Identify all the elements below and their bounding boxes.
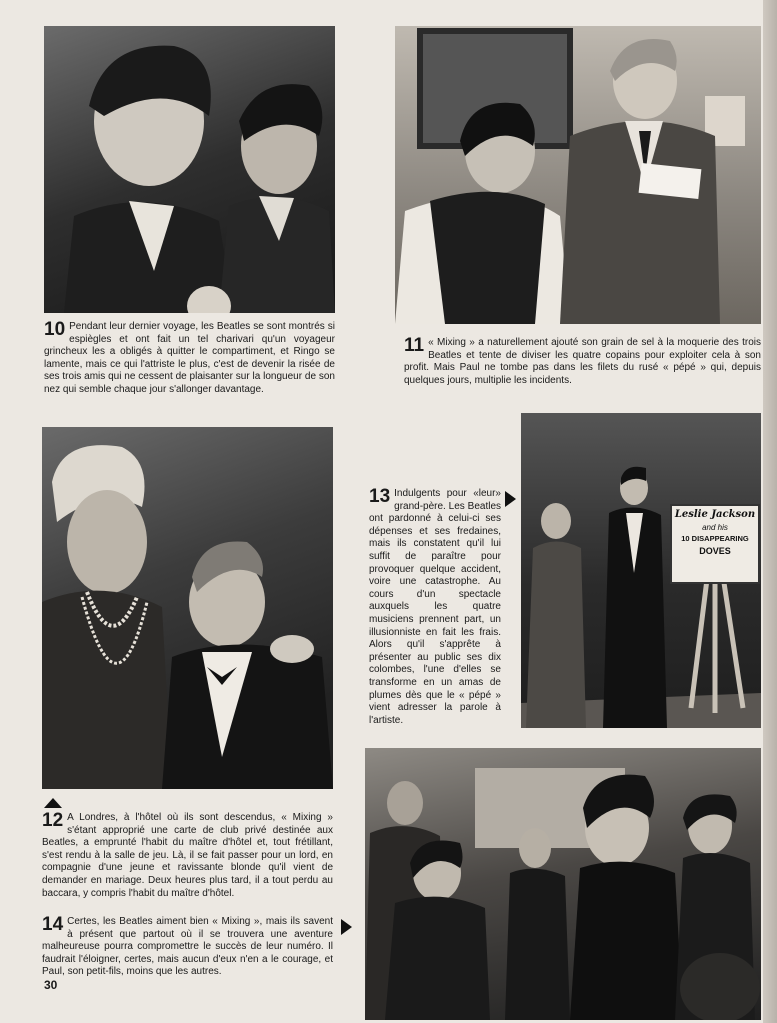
arrow-up-12-icon bbox=[44, 798, 62, 808]
caption-13-text: Indulgents pour «leur» grand-père. Les Beatles ont pardonné à celui-ci ses dépenses et ses fredaines, mais ils constatent qu'il lui suffit de paraître pour provoquer quelque accident, voire une catastrophe. Au cours d'un spectacle auxquels les quatre musiciens prennent part, un illusionniste en fait les frais. Alors qu'il s'apprête à présenter au public ses dix colombes, l'une d'elles se transforme en un amas de plumes dès que le « pépé » vient adresser la parole à l'artiste. bbox=[369, 488, 501, 726]
magician-sign bbox=[673, 508, 757, 557]
caption-11-text: « Mixing » a naturellement ajouté son grain de sel à la moquerie des trois Beatles et tente de diviser les quatre copains pour exploiter cela à son profit. Mais Paul ne tombe pas dans les filets du rusé « pépé » qui, depuis quelques jours, multiplie les incidents. bbox=[404, 337, 761, 386]
photo-14-beatles-group bbox=[365, 748, 761, 1020]
page-edge bbox=[763, 0, 777, 1023]
caption-13-number: 13 bbox=[369, 486, 391, 507]
caption-14-number: 14 bbox=[42, 914, 64, 935]
caption-10 bbox=[44, 321, 335, 397]
caption-10-number: 10 bbox=[44, 319, 66, 340]
sign-line-2: and his bbox=[702, 523, 728, 532]
caption-14-text: Certes, les Beatles aiment bien « Mixing », mais ils savent à présent que partout où il se trouvera une aventure malheureuse pourra compromettre le succès de leur numéro. Il faudrait l'éloigner, certes, mais aucun d'eux n'en a le courage, et Paul, son petit-fils, moins que les autres. bbox=[42, 916, 333, 978]
caption-12 bbox=[42, 812, 333, 900]
arrow-right-13-icon bbox=[505, 491, 516, 507]
caption-10-text: Pendant leur dernier voyage, les Beatles se sont montrés si espiègles et ont fait un tel charivari qu'un voyageur grincheux les a obligés à quitter le compartiment, et Ringo se lamente, mais ce qui l'attriste le plus, c'est de devenir la risée de ses trois amis qui ne cessent de plaisanter sur la longueur de son nez qui semble chaque jour s'allonger davantage. bbox=[44, 321, 335, 395]
photo-11-paul-mixing bbox=[395, 26, 761, 324]
page-number: 30 bbox=[44, 978, 58, 992]
caption-11 bbox=[404, 337, 761, 387]
sign-line-3: 10 DISAPPEARING bbox=[681, 534, 749, 543]
caption-11-number: 11 bbox=[404, 335, 425, 356]
caption-12-number: 12 bbox=[42, 810, 64, 831]
photo-13-magician-doves bbox=[521, 413, 761, 728]
arrow-right-14-icon bbox=[341, 919, 352, 935]
caption-14 bbox=[42, 916, 333, 979]
sign-line-4: DOVES bbox=[699, 546, 731, 556]
sign-line-1: Leslie Jackson bbox=[674, 509, 756, 520]
caption-13 bbox=[369, 488, 501, 727]
photo-12-blonde-and-mixing bbox=[42, 427, 333, 789]
caption-12-text: A Londres, à l'hôtel où ils sont descendus, « Mixing » s'étant approprié une carte de club privé destinée aux Beatles, a emprunté l'habit du maître d'hôtel et, tout frétillant, s'est rendu à la salle de jeu. Là, il se fait passer pour un lord, en compagnie d'une jeune et ravissante blonde qu'il vient de demander en mariage. Deux heures plus tard, il a tout perdu au baccara, y compris l'habit du maître d'hôtel. bbox=[42, 812, 333, 899]
photo-10-ringo-george bbox=[44, 26, 335, 313]
